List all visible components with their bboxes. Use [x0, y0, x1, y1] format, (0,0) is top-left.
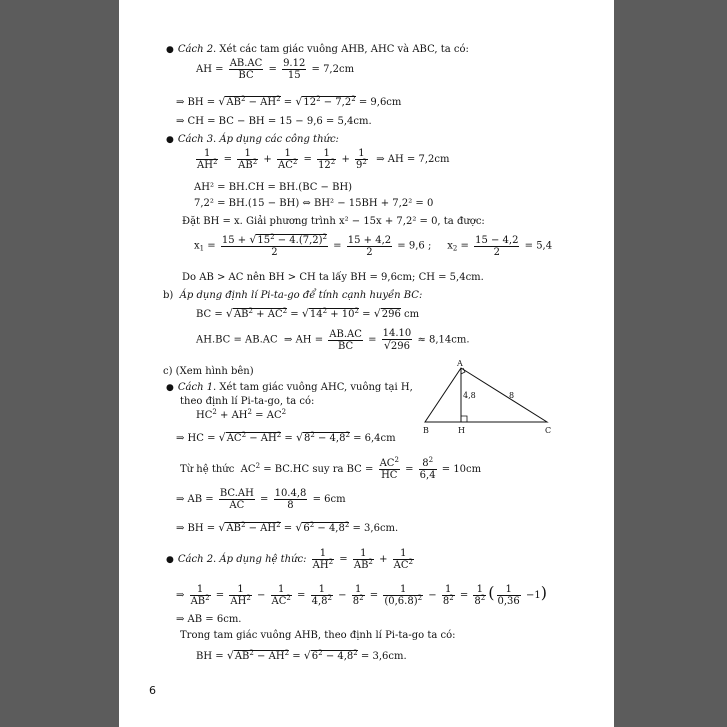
right-margin [614, 0, 727, 727]
eq-ch: ⇒ CH = BC − BH = 15 − 9,6 = 5,4cm. [176, 116, 372, 127]
triangle-abc [425, 368, 547, 422]
c-cach1-heading: ● Cách 1. Xét tam giác vuông AHC, vuông tại H, [166, 382, 413, 393]
label-a: A [457, 360, 463, 368]
eq-hc-sum: $HC^2 + AH^2 = AC^2$ [196, 408, 287, 421]
c-cach1-line2: theo định lí Pi-ta-go, ta có: [180, 396, 315, 407]
eq-bh-final: BH = $√AB^2 - AH^2 = √6^2 - 4,8^2 = 3,6cm$. [196, 649, 407, 662]
page-number: 6 [149, 684, 156, 697]
c-cach2-heading: ● Cách 2. Áp dụng hệ thức: $\frac{1}{AH^2}$ = $\frac{1}{AB^2}$ + $\frac{1}{AC^2}$ [166, 548, 413, 571]
cach3-heading: ● Cách 3. Áp dụng các công thức: [166, 134, 339, 145]
eq-ah: AH = $\frac{AB.AC}{BC}$ = $\frac{9.12}{15}$ = 7,2cm [196, 58, 355, 81]
eq-ah2: AH² = BH.CH = BH.(BC − BH) [194, 182, 353, 193]
label-ah-length: 4,8 [463, 391, 476, 400]
eq-reciprocal: $\frac{1}{AH^2}$ = $\frac{1}{AB^2}$ + $\frac{1}{AC^2}$ = $\frac{1}{12^2}$ + $\frac{1}{9^2}$ ⇒ AH = 7,2cm [197, 148, 450, 171]
eq-hc: ⇒ HC = $√AC^2 - AH^2 = √8^2 - 4,8^2 = 6,4cm$ [176, 431, 396, 444]
right-angle-h [461, 416, 467, 422]
eq-ab-result: ⇒ AB = 6cm. [176, 614, 242, 625]
eq-bh-c: ⇒ BH = $√AB^2 - AH^2 = √6^2 - 4,8^2 = 3,6cm$. [176, 521, 399, 534]
eq-quadratic: 7,2² = BH.(15 − BH) ⇔ BH² − 15BH + 7,2² = 0 [194, 198, 434, 209]
left-margin [0, 0, 119, 727]
eq-ab-reciprocal: ⇒ $\frac{1}{AB^2}$ = $\frac{1}{AH^2}$ − $\frac{1}{AC^2}$ = $\frac{1}{4,8^2}$ − $\frac{1}{8^2}$ = $\frac{1}{(0,6.8)^2}$ − $\frac{1}{8^2}$ = $\frac{1}{8^2}$ ( $\frac{1}{0,36}$ −1) [176, 583, 547, 607]
eq-ab: ⇒ AB = $\frac{BC.AH}{AC}$ = $\frac{10.4,8}{8}$ = 6cm [176, 488, 346, 511]
text-ahb: Trong tam giác vuông AHB, theo định lí Pi-ta-go ta có: [180, 630, 456, 641]
part-b-heading: b) Áp dụng định lí Pi-ta-go để tính cạnh huyền BC: [163, 290, 423, 301]
label-h: H [458, 426, 465, 435]
label-c: C [545, 426, 552, 435]
text-conclusion: Do AB > AC nên BH > CH ta lấy BH = 9,6cm; CH = 5,4cm. [182, 272, 484, 283]
eq-bh: ⇒ BH = $√AB^2 - AH^2 = √12^2 - 7,2^2 = 9,6cm$ [176, 95, 402, 108]
eq-bc: BC = $√AB^2 + AC^2 = √14^2 + 10^2 = √296$ cm [196, 307, 420, 320]
label-ac-length: 8 [509, 391, 515, 400]
part-c-heading: c) (Xem hình bên) [163, 366, 254, 377]
text-solve: Đặt BH = x. Giải phương trình x² − 15x + 7,2² = 0, ta được: [182, 216, 485, 227]
label-b: B [423, 426, 429, 435]
cach2-heading: ● Cách 2. Xét các tam giác vuông AHB, AHC và ABC, ta có: [166, 44, 469, 55]
triangle-figure [423, 360, 583, 440]
eq-bc-c: Từ hệ thức $AC^2 = BC.HC$ suy ra BC = $\frac{AC^2}{HC}$ = $\frac{8^2}{6,4}$ = 10cm [180, 456, 482, 481]
eq-ah-b: AH.BC = AB.AC ⇒ AH = $\frac{AB.AC}{BC}$ = $\frac{14.10}{√296}$ ≈ 8,14cm. [196, 328, 470, 352]
eq-roots: $x_1$ = $\frac{15 + √15^2 - 4.(7,2)^2}{2}$ = $\frac{15 + 4,2}{2}$ = 9,6 ; $x_2$ = $\frac{15 - 4,2}{2}$ = 5,4 [194, 233, 553, 258]
